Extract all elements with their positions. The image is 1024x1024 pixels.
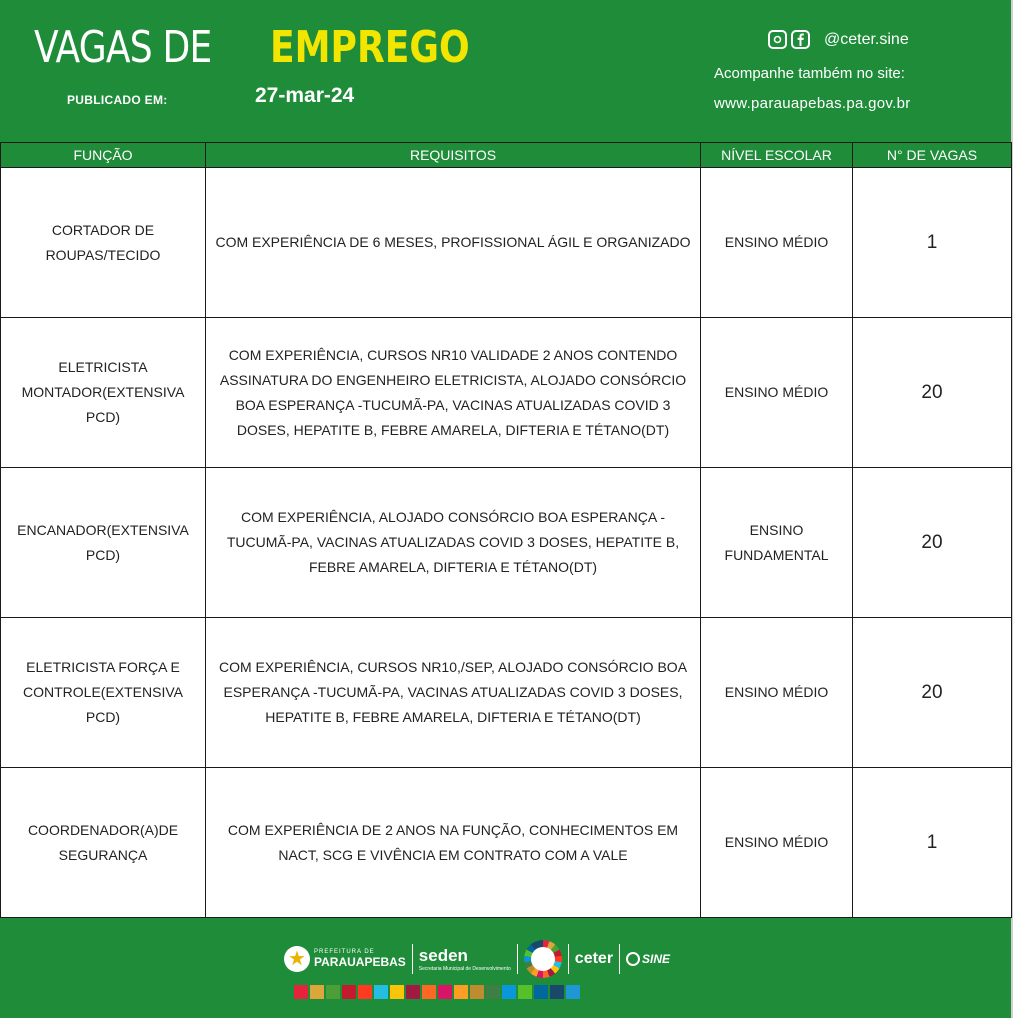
cell-nivel: ENSINO MÉDIO bbox=[701, 168, 853, 318]
divider bbox=[517, 944, 518, 974]
jobs-table bbox=[0, 142, 1012, 918]
seden-label: seden bbox=[418, 946, 468, 965]
sdg-goal-icon bbox=[502, 985, 516, 999]
divider bbox=[412, 944, 413, 974]
sine-icon bbox=[626, 952, 640, 966]
cell-nivel: ENSINO MÉDIO bbox=[701, 318, 853, 468]
logo-sine bbox=[626, 952, 670, 966]
title-emprego: EMPREGO bbox=[270, 22, 470, 73]
cell-requisitos: COM EXPERIÊNCIA, CURSOS NR10 VALIDADE 2 ANOS CONTENDO ASSINATURA DO ENGENHEIRO ELETRICISTA, ALOJADO CONSÓRCIO BOA ESPERANÇA -TUCUMÃ-PA, VACINAS ATUALIZADAS COVID 3 DOSES, HEPATITE B, FEBRE AMARELA, DIFTERIA E TÉTANO(DT) bbox=[206, 318, 701, 468]
cell-funcao: COORDENADOR(A)DE SEGURANÇA bbox=[1, 768, 206, 918]
sdg-icons-strip bbox=[294, 985, 580, 999]
table-row bbox=[1, 168, 1012, 318]
sdg-goal-icon bbox=[390, 985, 404, 999]
sdg-goal-icon bbox=[310, 985, 324, 999]
sdg-goal-icon bbox=[438, 985, 452, 999]
sdg-goal-icon bbox=[518, 985, 532, 999]
cell-funcao: ELETRICISTA FORÇA E CONTROLE(EXTENSIVA PCD) bbox=[1, 618, 206, 768]
cell-requisitos: COM EXPERIÊNCIA DE 2 ANOS NA FUNÇÃO, CONHECIMENTOS EM NACT, SCG E VIVÊNCIA EM CONTRATO COM A VALE bbox=[206, 768, 701, 918]
sdg-goal-icon bbox=[550, 985, 564, 999]
sdg-goal-icon bbox=[374, 985, 388, 999]
table-header-row bbox=[1, 143, 1012, 168]
cell-requisitos: COM EXPERIÊNCIA, ALOJADO CONSÓRCIO BOA ESPERANÇA - TUCUMÃ-PA, VACINAS ATUALIZADAS COVID 3 DOSES, HEPATITE B, FEBRE AMARELA, DIFTERIA E TÉTANO(DT) bbox=[206, 468, 701, 618]
header bbox=[0, 0, 1011, 142]
table-row bbox=[1, 318, 1012, 468]
sdg-goal-icon bbox=[294, 985, 308, 999]
ods-wheel-icon bbox=[524, 940, 562, 978]
table-row bbox=[1, 468, 1012, 618]
header-numero-vagas: N° DE VAGAS bbox=[853, 143, 1012, 168]
cell-nivel: ENSINO FUNDAMENTAL bbox=[701, 468, 853, 618]
sine-label: SINE bbox=[642, 952, 671, 966]
header-nivel-escolar: NÍVEL ESCOLAR bbox=[701, 143, 853, 168]
logo-prefeitura bbox=[284, 946, 406, 972]
cell-vagas: 20 bbox=[853, 468, 1012, 618]
title-vagas-de: VAGAS DE bbox=[34, 22, 212, 73]
seden-subtitle: Secretaria Municipal de Desenvolvimento bbox=[418, 966, 511, 972]
cell-vagas: 20 bbox=[853, 618, 1012, 768]
divider bbox=[568, 944, 569, 974]
site-label: Acompanhe também no site: bbox=[714, 65, 905, 82]
facebook-icon bbox=[791, 30, 810, 49]
divider bbox=[619, 944, 620, 974]
sdg-goal-icon bbox=[342, 985, 356, 999]
instagram-icon bbox=[768, 30, 787, 49]
sdg-goal-icon bbox=[358, 985, 372, 999]
prefeitura-label: PREFEITURA DE bbox=[314, 949, 375, 955]
ceter-label: ceter bbox=[574, 950, 614, 967]
cell-requisitos: COM EXPERIÊNCIA DE 6 MESES, PROFISSIONAL ÁGIL E ORGANIZADO bbox=[206, 168, 701, 318]
published-label: PUBLICADO EM: bbox=[67, 93, 168, 107]
sdg-goal-icon bbox=[486, 985, 500, 999]
cell-funcao: CORTADOR DE ROUPAS/TECIDO bbox=[1, 168, 206, 318]
sdg-goal-icon bbox=[422, 985, 436, 999]
sdg-goal-icon bbox=[534, 985, 548, 999]
table-row bbox=[1, 768, 1012, 918]
star-icon: ★ bbox=[284, 946, 310, 972]
cell-vagas: 1 bbox=[853, 168, 1012, 318]
prefeitura-name: PARAUAPEBAS bbox=[314, 955, 406, 969]
cell-funcao: ENCANADOR(EXTENSIVA PCD) bbox=[1, 468, 206, 618]
sdg-goal-icon bbox=[406, 985, 420, 999]
sdg-goal-icon bbox=[326, 985, 340, 999]
header-requisitos: REQUISITOS bbox=[206, 143, 701, 168]
social-handle: @ceter.sine bbox=[824, 30, 909, 48]
header-funcao: FUNÇÃO bbox=[1, 143, 206, 168]
sdg-goal-icon bbox=[470, 985, 484, 999]
social-row bbox=[768, 30, 909, 49]
cell-vagas: 1 bbox=[853, 768, 1012, 918]
sdg-goal-icon bbox=[566, 985, 580, 999]
cell-requisitos: COM EXPERIÊNCIA, CURSOS NR10,/SEP, ALOJADO CONSÓRCIO BOA ESPERANÇA -TUCUMÃ-PA, VACINAS ATUALIZADAS COVID 3 DOSES, HEPATITE B, FEBRE AMARELA, DIFTERIA E TÉTANO(DT) bbox=[206, 618, 701, 768]
sdg-goal-icon bbox=[454, 985, 468, 999]
cell-vagas: 20 bbox=[853, 318, 1012, 468]
table-row bbox=[1, 618, 1012, 768]
logo-seden bbox=[419, 946, 511, 972]
footer bbox=[0, 918, 1011, 1018]
cell-nivel: ENSINO MÉDIO bbox=[701, 618, 853, 768]
cell-nivel: ENSINO MÉDIO bbox=[701, 768, 853, 918]
partner-logos bbox=[284, 940, 670, 978]
cell-funcao: ELETRICISTA MONTADOR(EXTENSIVA PCD) bbox=[1, 318, 206, 468]
published-date: 27-mar-24 bbox=[255, 84, 355, 107]
site-url[interactable]: www.parauapebas.pa.gov.br bbox=[714, 95, 911, 112]
